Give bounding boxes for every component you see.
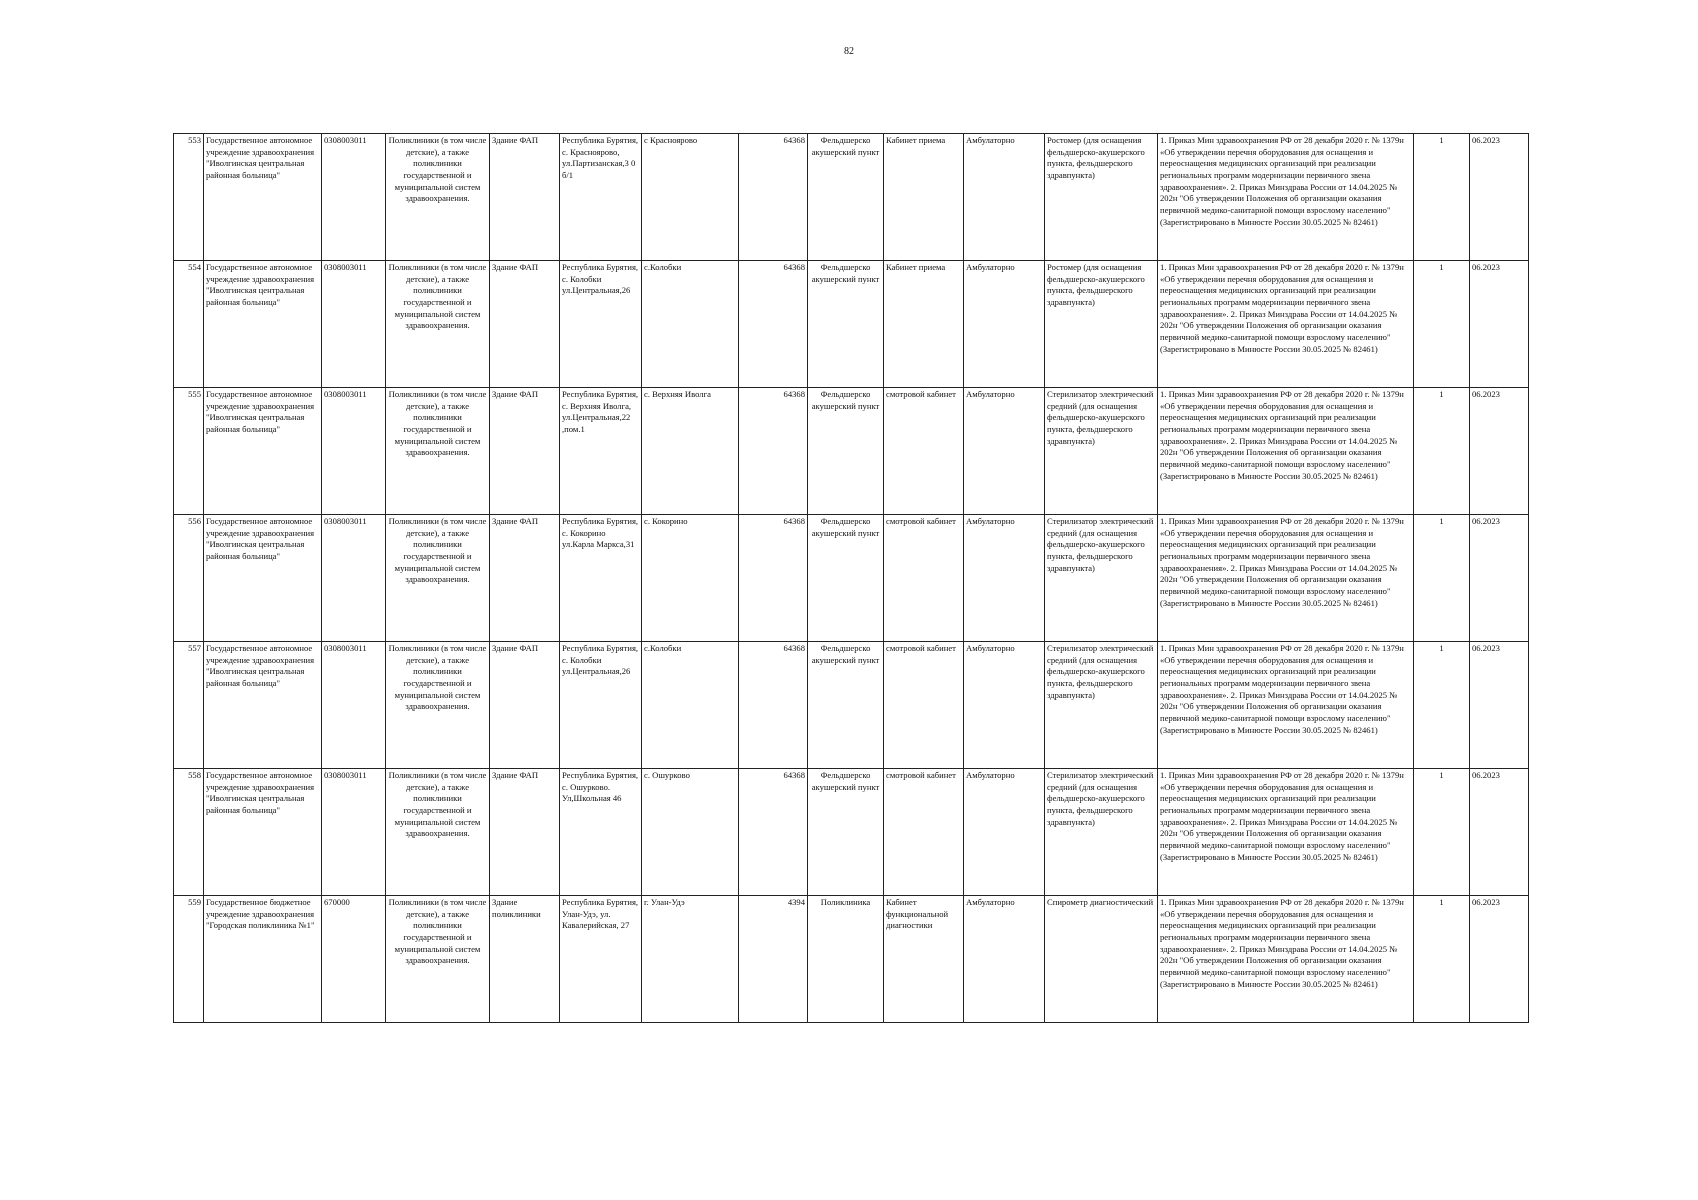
cell-care-mode: Амбулаторно bbox=[964, 642, 1045, 769]
cell-row-number: 553 bbox=[174, 134, 204, 261]
cell-unit-name: Фельдшерско акушерский пункт bbox=[808, 642, 884, 769]
cell-organization-code: 0308003011 bbox=[322, 134, 386, 261]
cell-organization-name: Государственное бюджетное учреждение здравоохранения "Городская поликлиника №1" bbox=[204, 896, 322, 1023]
cell-settlement: с. Верхняя Иволга bbox=[642, 388, 739, 515]
cell-organization-code: 0308003011 bbox=[322, 642, 386, 769]
cell-equipment-name: Стерилизатор электрический средний (для оснащения фельдшерско-акушерского пункта, фельдшерского здравпункта) bbox=[1045, 769, 1158, 896]
cell-care-mode: Амбулаторно bbox=[964, 388, 1045, 515]
cell-building-name: Здание ФАП bbox=[490, 642, 560, 769]
cell-legal-basis: 1. Приказ Мин здравоохранения РФ от 28 декабря 2020 г. № 1379н «Об утверждении перечня оборудования для оснащения и переоснащения медицинских организаций при реализации региональных программ модернизации первичного звена здравоохранения». 2. Приказ Минздрава России от 14.04.2025 № 202н "Об утверждении Положения об организации оказания первичной медико-санитарной помощи взрослому населению" (Зарегистрировано в Минюсте России 30.05.2025 № 82461) bbox=[1158, 896, 1414, 1023]
cell-equipment-name: Стерилизатор электрический средний (для оснащения фельдшерско-акушерского пункта, фельдшерского здравпункта) bbox=[1045, 388, 1158, 515]
cell-facility-type: Поликлиники (в том числе детские), а также поликлиники государственной и муниципальной систем здравоохранения. bbox=[386, 642, 490, 769]
cell-index-code: 64368 bbox=[739, 261, 808, 388]
cell-address: Республика Бурятия, с. Колобки ул.Центральная,26 bbox=[560, 642, 642, 769]
cell-row-number: 554 bbox=[174, 261, 204, 388]
cell-facility-type: Поликлиники (в том числе детские), а также поликлиники государственной и муниципальной систем здравоохранения. bbox=[386, 388, 490, 515]
cell-date: 06.2023 bbox=[1470, 896, 1529, 1023]
page-number: 82 bbox=[844, 46, 854, 57]
table-row bbox=[174, 769, 1529, 896]
cell-settlement: с. Ошурково bbox=[642, 769, 739, 896]
cell-quantity: 1 bbox=[1414, 388, 1470, 515]
cell-unit-name: Фельдшерско акушерский пункт bbox=[808, 134, 884, 261]
cell-unit-name: Фельдшерско акушерский пункт bbox=[808, 769, 884, 896]
cell-building-name: Здание поликлиники bbox=[490, 896, 560, 1023]
cell-organization-code: 670000 bbox=[322, 896, 386, 1023]
table-row bbox=[174, 896, 1529, 1023]
cell-organization-name: Государственное автономное учреждение здравоохранения "Иволгинская центральная районная больница" bbox=[204, 261, 322, 388]
cell-organization-name: Государственное автономное учреждение здравоохранения "Иволгинская центральная районная больница" bbox=[204, 134, 322, 261]
cell-address: Республика Бурятия, Улан-Удэ, ул. Кавалерийская, 27 bbox=[560, 896, 642, 1023]
cell-address: Республика Бурятия, с. Колобки ул.Центральная,26 bbox=[560, 261, 642, 388]
cell-legal-basis: 1. Приказ Мин здравоохранения РФ от 28 декабря 2020 г. № 1379н «Об утверждении перечня оборудования для оснащения и переоснащения медицинских организаций при реализации региональных программ модернизации первичного звена здравоохранения». 2. Приказ Минздрава России от 14.04.2025 № 202н "Об утверждении Положения об организации оказания первичной медико-санитарной помощи взрослому населению" (Зарегистрировано в Минюсте России 30.05.2025 № 82461) bbox=[1158, 515, 1414, 642]
cell-unit-name: Поликлиника bbox=[808, 896, 884, 1023]
cell-organization-code: 0308003011 bbox=[322, 388, 386, 515]
cell-legal-basis: 1. Приказ Мин здравоохранения РФ от 28 декабря 2020 г. № 1379н «Об утверждении перечня оборудования для оснащения и переоснащения медицинских организаций при реализации региональных программ модернизации первичного звена здравоохранения». 2. Приказ Минздрава России от 14.04.2025 № 202н "Об утверждении Положения об организации оказания первичной медико-санитарной помощи взрослому населению" (Зарегистрировано в Минюсте России 30.05.2025 № 82461) bbox=[1158, 769, 1414, 896]
cell-quantity: 1 bbox=[1414, 134, 1470, 261]
cell-address: Республика Бурятия, с. Ошурково. Ул,Школьная 46 bbox=[560, 769, 642, 896]
cell-equipment-name: Ростомер (для оснащения фельдшерско-акушерского пункта, фельдшерского здравпункта) bbox=[1045, 134, 1158, 261]
cell-organization-name: Государственное автономное учреждение здравоохранения "Иволгинская центральная районная больница" bbox=[204, 388, 322, 515]
cell-care-mode: Амбулаторно bbox=[964, 769, 1045, 896]
cell-equipment-name: Стерилизатор электрический средний (для оснащения фельдшерско-акушерского пункта, фельдшерского здравпункта) bbox=[1045, 515, 1158, 642]
cell-address: Республика Бурятия, с. Верхняя Иволга, ул.Центральная,22 ,пом.1 bbox=[560, 388, 642, 515]
cell-organization-name: Государственное автономное учреждение здравоохранения "Иволгинская центральная районная больница" bbox=[204, 642, 322, 769]
cell-quantity: 1 bbox=[1414, 769, 1470, 896]
cell-building-name: Здание ФАП bbox=[490, 769, 560, 896]
cell-organization-name: Государственное автономное учреждение здравоохранения "Иволгинская центральная районная больница" bbox=[204, 515, 322, 642]
cell-settlement: г. Улан-Удэ bbox=[642, 896, 739, 1023]
table-body bbox=[174, 134, 1529, 1023]
cell-care-mode: Амбулаторно bbox=[964, 896, 1045, 1023]
cell-settlement: с.Колобки bbox=[642, 642, 739, 769]
cell-room-name: смотровой кабинет bbox=[884, 388, 964, 515]
cell-equipment-name: Спирометр диагностический bbox=[1045, 896, 1158, 1023]
cell-room-name: Кабинет приема bbox=[884, 261, 964, 388]
cell-organization-code: 0308003011 bbox=[322, 261, 386, 388]
cell-quantity: 1 bbox=[1414, 261, 1470, 388]
cell-care-mode: Амбулаторно bbox=[964, 134, 1045, 261]
cell-facility-type: Поликлиники (в том числе детские), а также поликлиники государственной и муниципальной систем здравоохранения. bbox=[386, 134, 490, 261]
table-row bbox=[174, 261, 1529, 388]
cell-room-name: смотровой кабинет bbox=[884, 515, 964, 642]
cell-unit-name: Фельдшерско акушерский пункт bbox=[808, 261, 884, 388]
cell-organization-name: Государственное автономное учреждение здравоохранения "Иволгинская центральная районная больница" bbox=[204, 769, 322, 896]
table-row bbox=[174, 134, 1529, 261]
cell-building-name: Здание ФАП bbox=[490, 134, 560, 261]
cell-care-mode: Амбулаторно bbox=[964, 515, 1045, 642]
cell-row-number: 557 bbox=[174, 642, 204, 769]
cell-settlement: с Красноярово bbox=[642, 134, 739, 261]
cell-unit-name: Фельдшерско акушерский пункт bbox=[808, 515, 884, 642]
cell-date: 06.2023 bbox=[1470, 642, 1529, 769]
cell-date: 06.2023 bbox=[1470, 261, 1529, 388]
cell-facility-type: Поликлиники (в том числе детские), а также поликлиники государственной и муниципальной систем здравоохранения. bbox=[386, 261, 490, 388]
cell-row-number: 555 bbox=[174, 388, 204, 515]
cell-equipment-name: Ростомер (для оснащения фельдшерско-акушерского пункта, фельдшерского здравпункта) bbox=[1045, 261, 1158, 388]
cell-legal-basis: 1. Приказ Мин здравоохранения РФ от 28 декабря 2020 г. № 1379н «Об утверждении перечня оборудования для оснащения и переоснащения медицинских организаций при реализации региональных программ модернизации первичного звена здравоохранения». 2. Приказ Минздрава России от 14.04.2025 № 202н "Об утверждении Положения об организации оказания первичной медико-санитарной помощи взрослому населению" (Зарегистрировано в Минюсте России 30.05.2025 № 82461) bbox=[1158, 134, 1414, 261]
cell-address: Республика Бурятия, с. Кокорино ул.Карла Маркса,31 bbox=[560, 515, 642, 642]
table-row bbox=[174, 388, 1529, 515]
cell-index-code: 4394 bbox=[739, 896, 808, 1023]
cell-building-name: Здание ФАП bbox=[490, 388, 560, 515]
cell-date: 06.2023 bbox=[1470, 769, 1529, 896]
cell-room-name: смотровой кабинет bbox=[884, 769, 964, 896]
cell-quantity: 1 bbox=[1414, 642, 1470, 769]
cell-settlement: с.Колобки bbox=[642, 261, 739, 388]
cell-room-name: Кабинет функциональной диагностики bbox=[884, 896, 964, 1023]
cell-row-number: 556 bbox=[174, 515, 204, 642]
cell-building-name: Здание ФАП bbox=[490, 261, 560, 388]
cell-building-name: Здание ФАП bbox=[490, 515, 560, 642]
cell-organization-code: 0308003011 bbox=[322, 515, 386, 642]
cell-facility-type: Поликлиники (в том числе детские), а также поликлиники государственной и муниципальной систем здравоохранения. bbox=[386, 515, 490, 642]
table-row bbox=[174, 642, 1529, 769]
cell-index-code: 64368 bbox=[739, 388, 808, 515]
table-row bbox=[174, 515, 1529, 642]
cell-date: 06.2023 bbox=[1470, 388, 1529, 515]
cell-date: 06.2023 bbox=[1470, 134, 1529, 261]
cell-legal-basis: 1. Приказ Мин здравоохранения РФ от 28 декабря 2020 г. № 1379н «Об утверждении перечня оборудования для оснащения и переоснащения медицинских организаций при реализации региональных программ модернизации первичного звена здравоохранения». 2. Приказ Минздрава России от 14.04.2025 № 202н "Об утверждении Положения об организации оказания первичной медико-санитарной помощи взрослому населению" (Зарегистрировано в Минюсте России 30.05.2025 № 82461) bbox=[1158, 261, 1414, 388]
cell-address: Республика Бурятия, с. Красноярово, ул.Партизанская,3 0 б/1 bbox=[560, 134, 642, 261]
cell-facility-type: Поликлиники (в том числе детские), а также поликлиники государственной и муниципальной систем здравоохранения. bbox=[386, 896, 490, 1023]
cell-care-mode: Амбулаторно bbox=[964, 261, 1045, 388]
cell-index-code: 64368 bbox=[739, 769, 808, 896]
cell-room-name: Кабинет приема bbox=[884, 134, 964, 261]
cell-room-name: смотровой кабинет bbox=[884, 642, 964, 769]
cell-date: 06.2023 bbox=[1470, 515, 1529, 642]
cell-unit-name: Фельдшерско акушерский пункт bbox=[808, 388, 884, 515]
registry-table bbox=[173, 133, 1529, 1023]
cell-index-code: 64368 bbox=[739, 642, 808, 769]
cell-legal-basis: 1. Приказ Мин здравоохранения РФ от 28 декабря 2020 г. № 1379н «Об утверждении перечня оборудования для оснащения и переоснащения медицинских организаций при реализации региональных программ модернизации первичного звена здравоохранения». 2. Приказ Минздрава России от 14.04.2025 № 202н "Об утверждении Положения об организации оказания первичной медико-санитарной помощи взрослому населению" (Зарегистрировано в Минюсте России 30.05.2025 № 82461) bbox=[1158, 642, 1414, 769]
cell-row-number: 559 bbox=[174, 896, 204, 1023]
cell-row-number: 558 bbox=[174, 769, 204, 896]
cell-index-code: 64368 bbox=[739, 515, 808, 642]
cell-quantity: 1 bbox=[1414, 896, 1470, 1023]
cell-organization-code: 0308003011 bbox=[322, 769, 386, 896]
cell-quantity: 1 bbox=[1414, 515, 1470, 642]
cell-equipment-name: Стерилизатор электрический средний (для оснащения фельдшерско-акушерского пункта, фельдшерского здравпункта) bbox=[1045, 642, 1158, 769]
cell-legal-basis: 1. Приказ Мин здравоохранения РФ от 28 декабря 2020 г. № 1379н «Об утверждении перечня оборудования для оснащения и переоснащения медицинских организаций при реализации региональных программ модернизации первичного звена здравоохранения». 2. Приказ Минздрава России от 14.04.2025 № 202н "Об утверждении Положения об организации оказания первичной медико-санитарной помощи взрослому населению" (Зарегистрировано в Минюсте России 30.05.2025 № 82461) bbox=[1158, 388, 1414, 515]
cell-index-code: 64368 bbox=[739, 134, 808, 261]
cell-facility-type: Поликлиники (в том числе детские), а также поликлиники государственной и муниципальной систем здравоохранения. bbox=[386, 769, 490, 896]
cell-settlement: с. Кокорино bbox=[642, 515, 739, 642]
